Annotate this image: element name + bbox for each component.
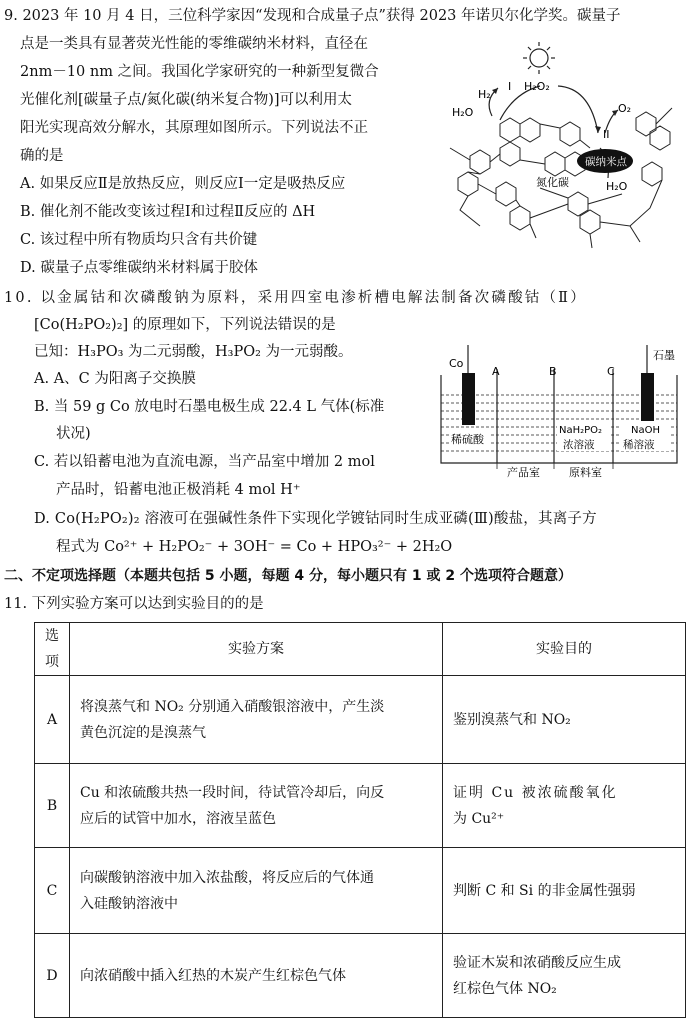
q9-stem-line-2: 点是一类具有显著荧光性能的零维碳纳米材料，直径在 [20, 36, 368, 52]
row-goal-line: 验证木炭和浓硝酸反应生成 [453, 954, 621, 971]
header-plan: 实验方案 [70, 623, 443, 676]
graphite-electrode [641, 373, 654, 425]
table-row [35, 934, 686, 1018]
q10-option-b: B. 当 59 g Co 放电时石墨电极生成 22.4 L 气体(标准 [34, 399, 385, 415]
q10-option-d-cont: 程式为 Co²⁺ + H₂PO₂⁻ + 3OH⁻ = Co + HPO₃²⁻ + 2H₂O [56, 539, 453, 555]
fig-roman2-label: II [603, 128, 610, 141]
fig-a-label: A [492, 365, 500, 378]
row-option: C [35, 848, 70, 934]
fig-nah2po2-label: NaH₂PO₂ [559, 425, 603, 436]
table-row [35, 676, 686, 764]
row-goal [443, 848, 686, 934]
row-option: B [35, 764, 70, 848]
row-plan [70, 934, 443, 1018]
row-plan [70, 764, 443, 848]
fig-b-label: B [549, 365, 557, 378]
header-goal: 实验目的 [443, 623, 686, 676]
fig-h2o-bottom-label: H₂O [606, 180, 628, 193]
row-goal-line: 红棕色气体 NO₂ [453, 980, 557, 997]
sun-icon [523, 42, 555, 74]
arrow-heads [492, 88, 618, 133]
row-plan [70, 676, 443, 764]
fig-h2o2-label: H₂O₂ [524, 80, 550, 93]
q10-electrolysis-figure [437, 345, 685, 480]
section-2-heading: 二、不定项选择题（本题共包括 5 小题，每题 4 分，每小题只有 1 或 2 个选项符合题意） [4, 568, 572, 584]
fig-h2-label: H₂ [478, 88, 491, 101]
q10-option-c: C. 若以铅蓄电池为直流电源，当产品室中增加 2 mol [34, 454, 375, 470]
row-goal [443, 764, 686, 848]
q9-stem-line-5: 阳光实现高效分解水，其原理如图所示。下列说法不正 [20, 120, 368, 136]
q10-stem-line-1: 10. 以金属钴和次磷酸钠为原料，采用四室电渗析槽电解法制备次磷酸钴（Ⅱ） [4, 290, 587, 306]
fig-roman1-label: I [508, 80, 512, 93]
fig-dilute-acid-label: 稀硫酸 [451, 433, 484, 446]
fig-h2o-left-label: H₂O [452, 106, 474, 119]
q9-option-d: D. 碳量子点零维碳纳米材料属于胶体 [20, 260, 258, 276]
q10-known-line: 已知：H₃PO₃ 为二元弱酸，H₃PO₂ 为一元弱酸。 [34, 344, 353, 360]
row-goal [443, 934, 686, 1018]
fig-raw-room-label: 原料室 [569, 466, 602, 479]
fig-naoh-dilute-label: 稀溶液 [623, 439, 655, 451]
row-plan-line: 向浓硝酸中插入红热的木炭产生红棕色气体 [80, 967, 346, 984]
q9-option-a: A. 如果反应Ⅱ是放热反应，则反应Ⅰ一定是吸热反应 [20, 176, 346, 192]
fig-nah2po2-conc-label: 浓溶液 [563, 439, 595, 451]
fig-c-label: C [607, 365, 615, 378]
q10-option-c-cont: 产品时，铅蓄电池正极消耗 4 mol H⁺ [56, 482, 301, 498]
row-goal-line: 鉴别溴蒸气和 NO₂ [453, 711, 571, 728]
row-option: D [35, 934, 70, 1018]
fig-o2-label: O₂ [618, 102, 632, 115]
row-goal-line: 判断 C 和 Si 的非金属性强弱 [453, 882, 636, 899]
row-plan [70, 848, 443, 934]
q9-photocatalyst-figure [440, 38, 685, 260]
row-plan-line: 入硅酸钠溶液中 [80, 895, 178, 912]
q10-option-a: A. A、C 为阳离子交换膜 [34, 371, 196, 387]
q9-stem-line-1: 9. 2023 年 10 月 4 日，三位科学家因“发现和合成量子点”获得 2023 年诺贝尔化学奖。碳量子 [4, 8, 621, 24]
q10-option-b-cont: 状况) [56, 426, 91, 442]
fig-graphite-label: 石墨 [653, 349, 675, 362]
row-plan-line: 黄色沉淀的是溴蒸气 [80, 724, 206, 741]
row-goal-line: 为 Cu²⁺ [453, 810, 505, 827]
table-row [35, 764, 686, 848]
fig-co-label: Co [449, 357, 464, 370]
fig-carbon-nitride-label: 氮化碳 [536, 176, 569, 189]
fig-product-room-label: 产品室 [507, 466, 540, 479]
q9-stem-line-4: 光催化剂[碳量子点/氮化碳(纳米复合物)]可以利用太 [20, 92, 353, 108]
header-option: 选项 [35, 623, 70, 676]
q9-stem-line-3: 2nm－10 nm 之间。我国化学家研究的一种新型复微合 [20, 64, 379, 80]
row-option: A [35, 676, 70, 764]
row-goal-line: 证明 Cu 被浓硫酸氧化 [453, 784, 618, 801]
row-goal [443, 676, 686, 764]
q10-stem-line-2: [Co(H₂PO₂)₂] 的原理如下，下列说法错误的是 [34, 317, 336, 333]
q11-table [34, 622, 686, 1018]
q9-option-c: C. 该过程中所有物质均只含有共价键 [20, 232, 258, 248]
row-plan-line: 将溴蒸气和 NO₂ 分别通入硝酸银溶液中，产生淡 [80, 698, 385, 715]
q9-stem-line-6: 确的是 [20, 148, 64, 164]
cobalt-electrode [462, 373, 475, 425]
fig-carbon-dot-label: 碳纳米点 [585, 156, 627, 168]
row-plan-line: 向碳酸钠溶液中加入浓盐酸，将反应后的气体通 [80, 869, 374, 886]
table-header-row [35, 623, 686, 676]
row-plan-line: Cu 和浓硫酸共热一段时间，待试管冷却后，向反 [80, 784, 385, 801]
table-row [35, 848, 686, 934]
q9-option-b: B. 催化剂不能改变该过程Ⅰ和过程Ⅱ反应的 ΔH [20, 204, 316, 220]
fig-naoh-label: NaOH [631, 425, 660, 436]
q11-stem: 11. 下列实验方案可以达到实验目的的是 [4, 596, 264, 612]
q10-option-d: D. Co(H₂PO₂)₂ 溶液可在强碱性条件下实现化学镀钴同时生成亚磷(Ⅲ)酸盐，其离子方 [34, 511, 597, 527]
row-plan-line: 应后的试管中加水，溶液呈蓝色 [80, 810, 276, 827]
